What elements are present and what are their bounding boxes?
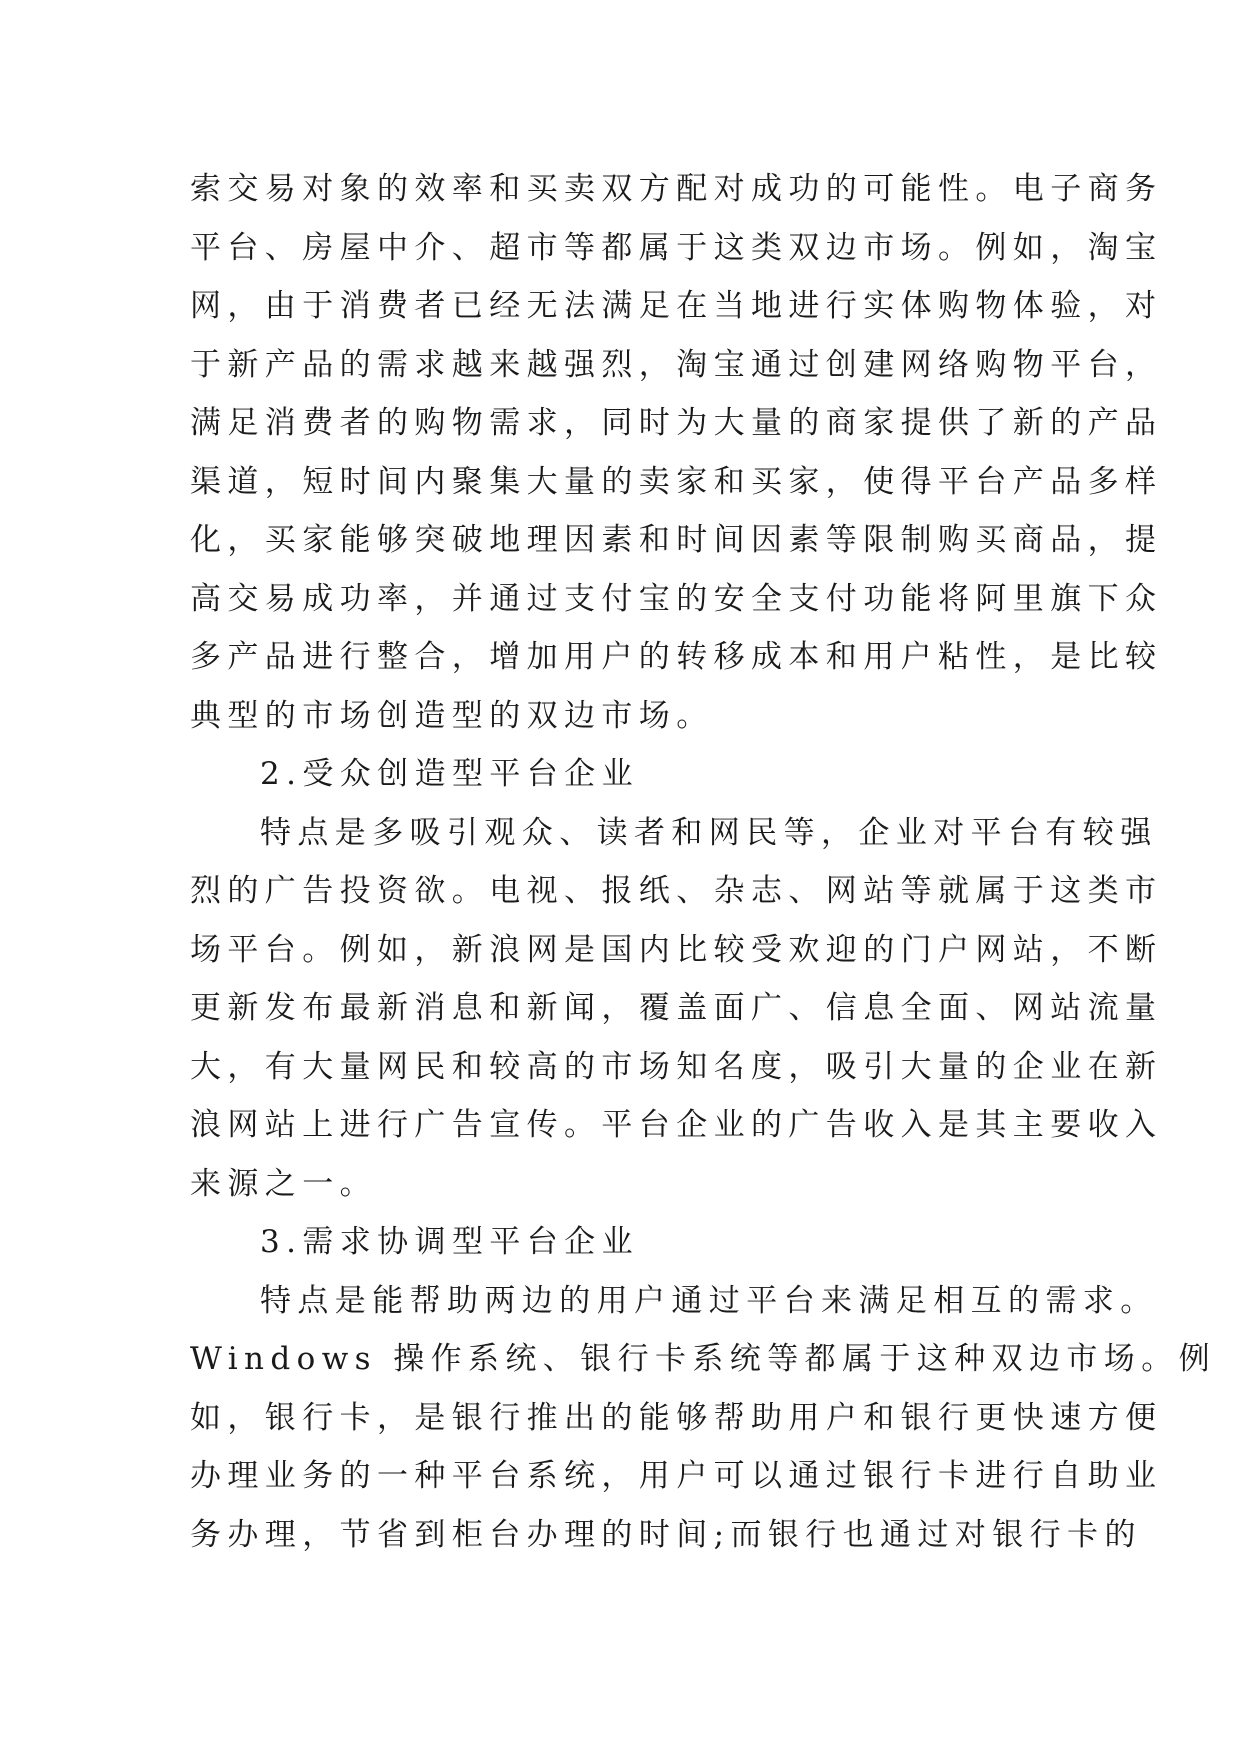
text-line: 满足消费者的购物需求，同时为大量的商家提供了新的产品 [190,405,1163,441]
text-line: 平台、房屋中介、超市等都属于这类双边市场。例如，淘宝 [190,229,1163,266]
document-body [190,160,1217,1564]
text-line: 渠道，短时间内聚集大量的卖家和买家，使得平台产品多样 [190,463,1163,500]
text-line: 于新产品的需求越来越强烈，淘宝通过创建网络购物平台， [190,346,1163,383]
text-line: 网，由于消费者已经无法满足在当地进行实体购物体验，对 [190,288,1163,324]
text-line: 高交易成功率，并通过支付宝的安全支付功能将阿里旗下众 [190,580,1163,617]
text-line: 烈的广告投资欲。电视、报纸、杂志、网站等就属于这类市 [190,873,1163,909]
text-line: 化，买家能够突破地理因素和时间因素等限制购买商品，提 [190,522,1163,558]
paragraph-first-line: 特点是多吸引观众、读者和网民等，企业对平台有较强 [260,814,1158,851]
text-line: 大，有大量网民和较高的市场知名度，吸引大量的企业在新 [190,1048,1163,1085]
text-line: 浪网站上进行广告宣传。平台企业的广告收入是其主要收入 [190,1107,1163,1143]
section-heading-audience-platform: 2.受众创造型平台企业 [260,756,639,792]
text-line: Windows 操作系统、银行卡系统等都属于这种双边市场。例 [190,1341,1217,1377]
text-line: 务办理，节省到柜台办理的时间;而银行也通过对银行卡的 [190,1516,1142,1553]
text-line: 典型的市场创造型的双边市场。 [190,697,714,734]
text-line: 场平台。例如，新浪网是国内比较受欢迎的门户网站，不断 [190,931,1163,968]
paragraph-first-line: 特点是能帮助两边的用户通过平台来满足相互的需求。 [260,1282,1158,1319]
text-line: 更新发布最新消息和新闻，覆盖面广、信息全面、网站流量 [190,990,1163,1026]
text-line: 索交易对象的效率和买卖双方配对成功的可能性。电子商务 [190,171,1163,207]
text-line: 如，银行卡，是银行推出的能够帮助用户和银行更快速方便 [190,1399,1163,1436]
section-heading-demand-platform: 3.需求协调型平台企业 [260,1224,639,1260]
text-line: 办理业务的一种平台系统，用户可以通过银行卡进行自助业 [190,1458,1163,1494]
text-line: 来源之一。 [190,1165,377,1202]
text-line: 多产品进行整合，增加用户的转移成本和用户粘性，是比较 [190,639,1163,675]
